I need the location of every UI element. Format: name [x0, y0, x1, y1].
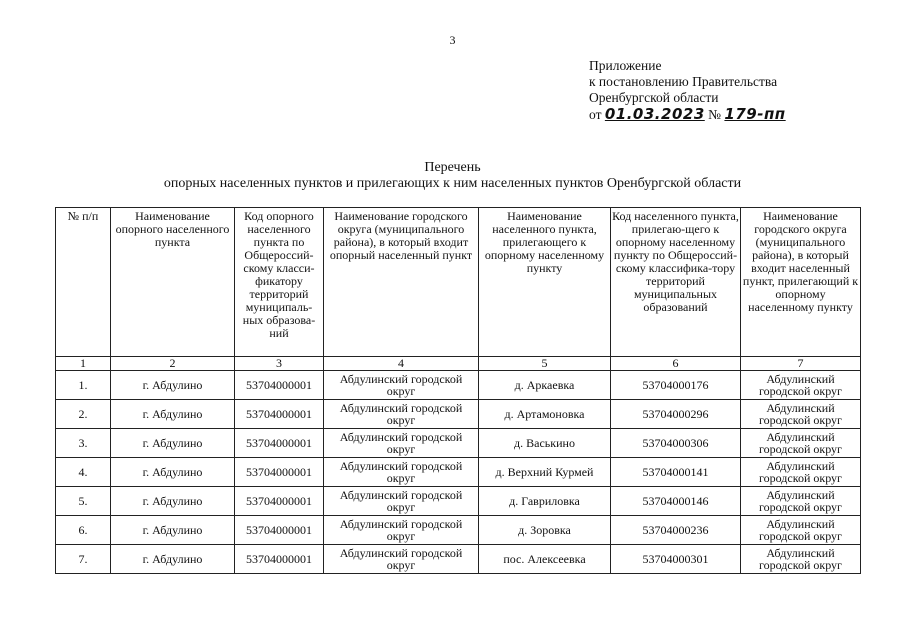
base-settlement-name: г. Абдулино: [111, 429, 235, 458]
document-title: [0, 160, 905, 192]
column-number-7: 7: [741, 357, 861, 371]
row-number: 7.: [56, 545, 111, 574]
title-line-1: Перечень: [424, 160, 481, 175]
base-settlement-name: г. Абдулино: [111, 458, 235, 487]
adjacent-settlement-code: 53704000306: [611, 429, 741, 458]
table-row: [56, 487, 861, 516]
base-settlement-name: г. Абдулино: [111, 487, 235, 516]
adjacent-settlement-code: 53704000301: [611, 545, 741, 574]
adjacent-settlement-name: д. Гавриловка: [479, 487, 611, 516]
table-body: [56, 371, 861, 574]
table-row: [56, 458, 861, 487]
base-settlement-name: г. Абдулино: [111, 516, 235, 545]
title-line-2: опорных населенных пунктов и прилегающих к ним населенных пунктов Оренбургской области: [163, 176, 742, 191]
column-number-row: [56, 357, 861, 371]
adjacent-settlement-name: д. Верхний Курмей: [479, 458, 611, 487]
appendix-line-3: Оренбургской области: [589, 90, 719, 105]
base-settlement-code: 53704000001: [235, 400, 324, 429]
appendix-date-line: [589, 106, 786, 123]
adjacent-settlement-name: д. Зоровка: [479, 516, 611, 545]
adjacent-district: Абдулинский городской округ: [741, 371, 861, 400]
row-number: 1.: [56, 371, 111, 400]
column-header-4: Наименование городского округа (муниципального района), в который входит опорный населенный пункт: [324, 208, 479, 357]
base-settlement-code: 53704000001: [235, 371, 324, 400]
table-row: [56, 400, 861, 429]
adjacent-settlement-code: 53704000146: [611, 487, 741, 516]
base-district: Абдулинский городской округ: [324, 429, 479, 458]
table-row: [56, 429, 861, 458]
base-settlement-code: 53704000001: [235, 458, 324, 487]
base-district: Абдулинский городской округ: [324, 458, 479, 487]
appendix-line-2: к постановлению Правительства: [589, 74, 778, 89]
base-settlement-name: г. Абдулино: [111, 400, 235, 429]
appendix-line-1: Приложение: [589, 58, 662, 73]
column-number-5: 5: [479, 357, 611, 371]
row-number: 4.: [56, 458, 111, 487]
adjacent-settlement-name: д. Аркаевка: [479, 371, 611, 400]
adjacent-district: Абдулинский городской округ: [741, 545, 861, 574]
base-district: Абдулинский городской округ: [324, 487, 479, 516]
base-settlement-code: 53704000001: [235, 487, 324, 516]
column-header-2: Наименование опорного населенного пункта: [111, 208, 235, 357]
row-number: 6.: [56, 516, 111, 545]
adjacent-settlement-code: 53704000141: [611, 458, 741, 487]
adjacent-settlement-name: д. Васькино: [479, 429, 611, 458]
base-settlement-code: 53704000001: [235, 545, 324, 574]
column-header-7: Наименование городского округа (муниципального района), в который входит населенный пункт, прилегающий к опорному населенному пункту: [741, 208, 861, 357]
row-number: 5.: [56, 487, 111, 516]
appendix-block: [589, 58, 786, 123]
base-district: Абдулинский городской округ: [324, 516, 479, 545]
column-number-3: 3: [235, 357, 324, 371]
settlements-table: [55, 207, 861, 574]
handwritten-date: 01.03.2023: [604, 105, 705, 123]
base-district: Абдулинский городской округ: [324, 400, 479, 429]
adjacent-district: Абдулинский городской округ: [741, 400, 861, 429]
table-row: [56, 516, 861, 545]
row-number: 3.: [56, 429, 111, 458]
adjacent-district: Абдулинский городской округ: [741, 429, 861, 458]
column-header-1: № п/п: [56, 208, 111, 357]
column-number-6: 6: [611, 357, 741, 371]
table-row: [56, 371, 861, 400]
adjacent-settlement-name: пос. Алексеевка: [479, 545, 611, 574]
adjacent-settlement-code: 53704000296: [611, 400, 741, 429]
adjacent-district: Абдулинский городской округ: [741, 487, 861, 516]
column-number-4: 4: [324, 357, 479, 371]
column-number-2: 2: [111, 357, 235, 371]
page-number: 3: [449, 33, 456, 47]
table-row: [56, 545, 861, 574]
row-number: 2.: [56, 400, 111, 429]
base-settlement-code: 53704000001: [235, 429, 324, 458]
base-district: Абдулинский городской округ: [324, 371, 479, 400]
date-prefix: от: [589, 107, 602, 122]
adjacent-district: Абдулинский городской округ: [741, 458, 861, 487]
base-district: Абдулинский городской округ: [324, 545, 479, 574]
adjacent-settlement-code: 53704000236: [611, 516, 741, 545]
column-number-1: 1: [56, 357, 111, 371]
column-header-6: Код населенного пункта, прилегаю-щего к опорному населенному пункту по Общероссий-скому классифика-тору территорий муниципальных образований: [611, 208, 741, 357]
adjacent-settlement-code: 53704000176: [611, 371, 741, 400]
table-header-row: [56, 208, 861, 357]
column-header-5: Наименование населенного пункта, прилегающего к опорному населенному пункту: [479, 208, 611, 357]
base-settlement-code: 53704000001: [235, 516, 324, 545]
base-settlement-name: г. Абдулино: [111, 545, 235, 574]
adjacent-district: Абдулинский городской округ: [741, 516, 861, 545]
number-prefix: №: [708, 107, 722, 122]
base-settlement-name: г. Абдулино: [111, 371, 235, 400]
adjacent-settlement-name: д. Артамоновка: [479, 400, 611, 429]
handwritten-number: 179-пп: [724, 105, 786, 123]
column-header-3: Код опорного населенного пункта по Общероссий-скому класси-фикатору территорий муниципаль-ных образова-ний: [235, 208, 324, 357]
